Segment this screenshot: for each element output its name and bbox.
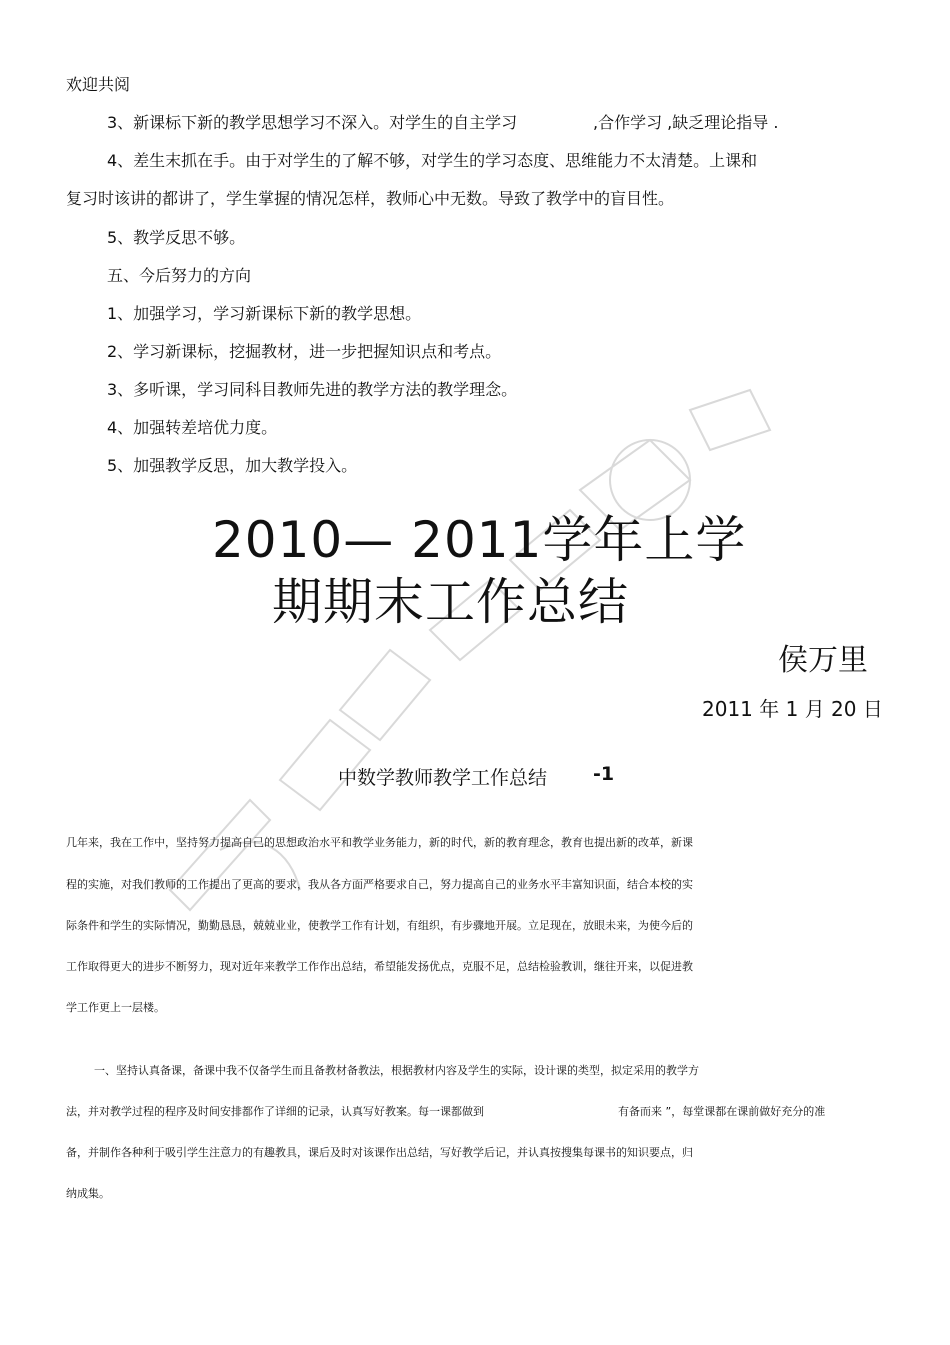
para1-line2: 程的实施，对我们教师的工作提出了更高的要求，我从各方面严格要求自己，努力提高自己的业务水平丰富知识面，结合本校的实 (66, 878, 693, 891)
item4-line1: 4、差生末抓在手。由于对学生的了解不够，对学生的学习态度、思维能力不太清楚。上课和 (107, 151, 758, 170)
para1-line4: 工作取得更大的进步不断努力，现对近年来教学工作作出总结，希望能发扬优点，克服不足，总结检验教训，继往开来，以促进教 (66, 960, 693, 973)
para2-line2a: 法，并对教学过程的程序及时间安排都作了详细的记录，认真写好教案。每一课都做到 (66, 1105, 484, 1118)
item5-text: 5、教学反思不够。 (107, 228, 246, 247)
para2-line3: 备，并制作各种利于吸引学生注意力的有趣教具，课后及时对该课作出总结，写好教学后记，并认真按搜集每课书的知识要点，归 (66, 1146, 693, 1159)
direction-5: 5、加强教学反思，加大教学投入。 (107, 456, 358, 475)
cover-date: 2011 年 1 月 20 日 (702, 697, 883, 721)
para2-line1: 一、坚持认真备课，备课中我不仅备学生而且备教材备教法，根据教材内容及学生的实际，设计课的类型，拟定采用的教学方 (94, 1064, 699, 1077)
direction-2: 2、学习新课标，挖掘教材，进一步把握知识点和考点。 (107, 342, 502, 361)
direction-4: 4、加强转差培优力度。 (107, 418, 278, 437)
item4-line2: 复习时该讲的都讲了，学生掌握的情况怎样，教师心中无数。导致了教学中的盲目性。 (66, 189, 675, 208)
para2-line4: 纳成集。 (66, 1187, 110, 1200)
article-title: 中数学教师教学工作总结 (338, 767, 548, 789)
cover-title-line2: 期期末工作总结 (272, 573, 629, 631)
para1-line3: 际条件和学生的实际情况，勤勤恳恳，兢兢业业，使教学工作有计划，有组织，有步骤地开展。立足现在，放眼未来，为使今后的 (66, 919, 693, 932)
article-title-suffix: -1 (593, 763, 615, 785)
section5-heading: 五、今后努力的方向 (107, 266, 252, 285)
welcome-label: 欢迎共阅 (66, 75, 131, 94)
direction-1: 1、加强学习，学习新课标下新的教学思想。 (107, 304, 422, 323)
item3-text-b: ,合作学习 ,缺乏理论指导 . (593, 113, 779, 132)
author-name: 侯万里 (778, 643, 868, 678)
para1-line5: 学工作更上一层楼。 (66, 1001, 165, 1014)
cover-title-line1: 2010— 2011学年上学 (212, 511, 747, 569)
para1-line1: 几年来，我在工作中，坚持努力提高自己的思想政治水平和教学业务能力，新的时代，新的教育理念，教育也提出新的改革，新课 (66, 836, 693, 849)
direction-3: 3、多听课，学习同科目教师先进的教学方法的教学理念。 (107, 380, 518, 399)
para2-line2b: 有备而来 ”，每堂课都在课前做好充分的准 (618, 1105, 826, 1118)
item3-text-a: 3、新课标下新的教学思想学习不深入。对学生的自主学习 (107, 113, 518, 132)
